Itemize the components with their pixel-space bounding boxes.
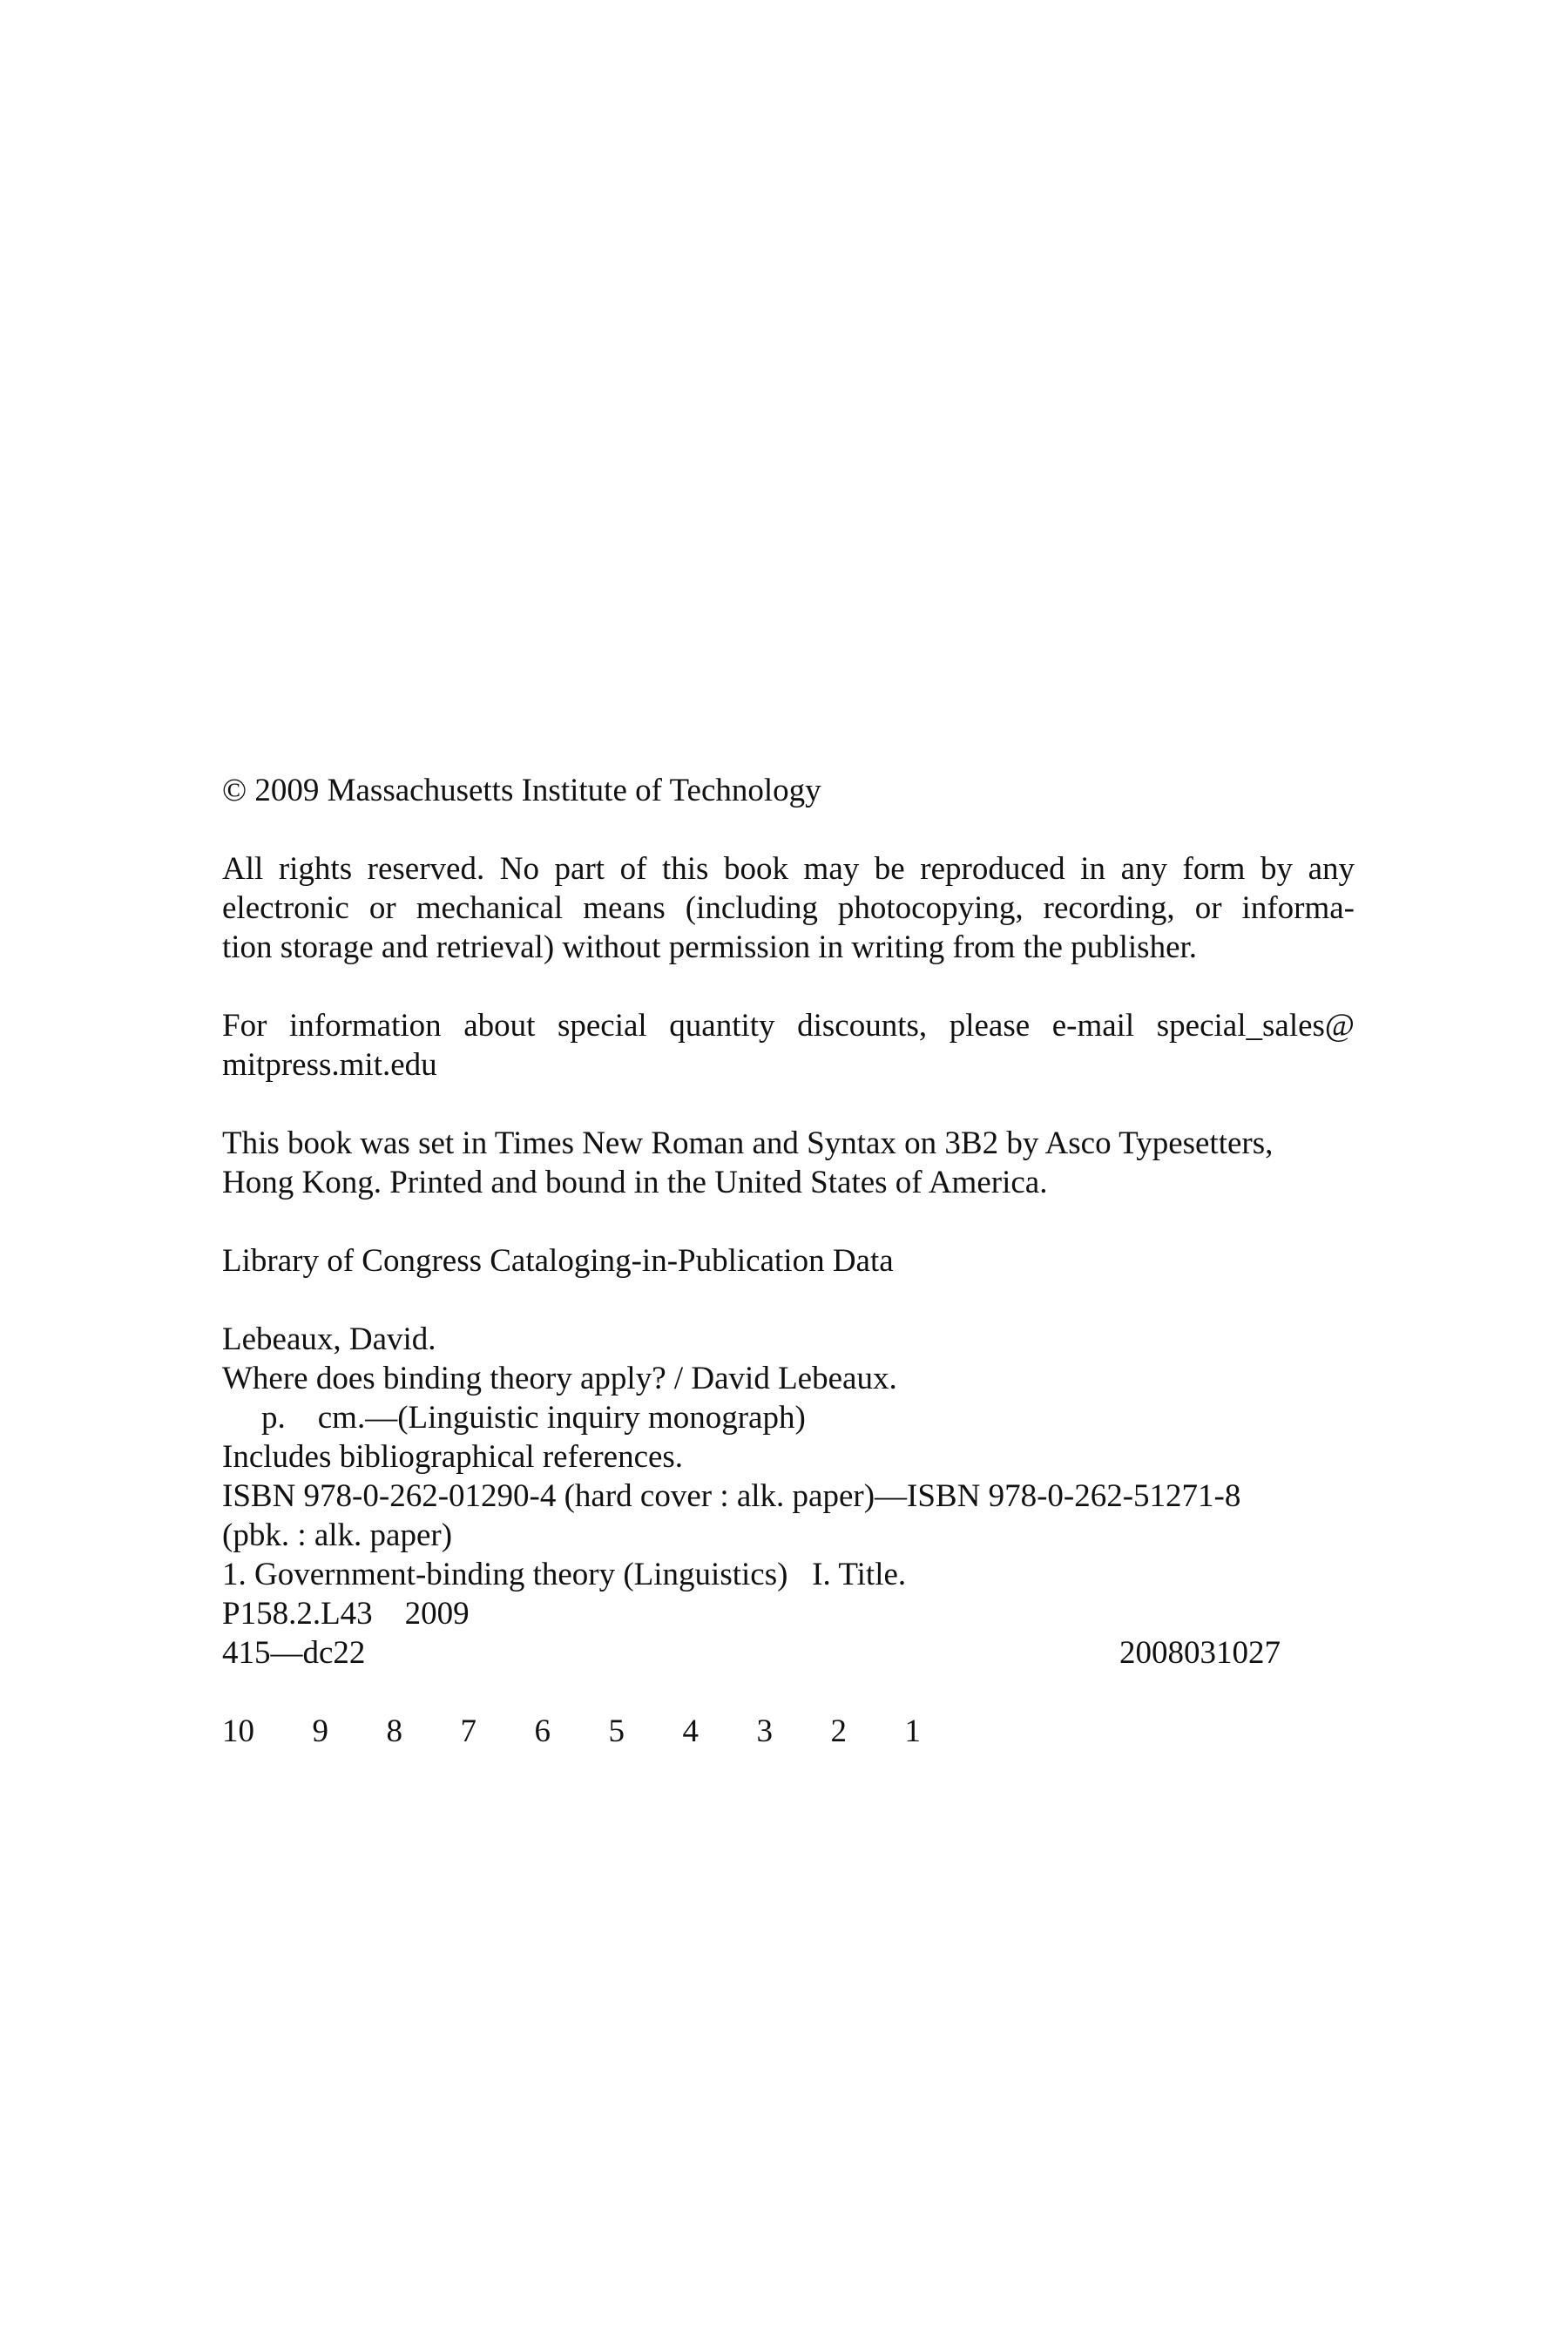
cip-classification-row [222, 1633, 1281, 1673]
copyright-text: © 2009 Massachusetts Institute of Technology [222, 773, 821, 808]
rights-line-2: electronic or mechanical means (including photocopying, recording, or informa- [222, 890, 1355, 926]
printing-line: 10 9 8 7 6 5 4 3 2 1 [222, 1713, 921, 1749]
cip-series: p. cm.—(Linguistic inquiry monograph) [261, 1400, 806, 1436]
copyright-page [222, 771, 1355, 1751]
cip-title: Where does binding theory apply? / David Lebeaux. [222, 1361, 897, 1396]
cip-subject: 1. Government-binding theory (Linguistics) I. Title. [222, 1557, 907, 1592]
cip-isbn-line-2: (pbk. : alk. paper) [222, 1517, 453, 1553]
sales-paragraph [222, 1006, 1355, 1085]
typesetting-line-1: This book was set in Times New Roman and Syntax on 3B2 by Asco Typesetters, [222, 1125, 1274, 1161]
sales-line-2: mitpress.mit.edu [222, 1047, 437, 1083]
printing-line-block [222, 1712, 1355, 1751]
cip-call-number: P158.2.L43 2009 [222, 1596, 470, 1632]
rights-paragraph [222, 849, 1355, 967]
copyright-line [222, 771, 1355, 810]
cip-references: Includes bibliographical references. [222, 1439, 684, 1475]
cip-heading: Library of Congress Cataloging-in-Publication Data [222, 1243, 894, 1279]
typesetting-line-2: Hong Kong. Printed and bound in the United States of America. [222, 1165, 1048, 1200]
rights-line-1: All rights reserved. No part of this book may be reproduced in any form by any [222, 851, 1355, 887]
sales-line-1: For information about special quantity discounts, please e-mail special_sales@ [222, 1008, 1355, 1044]
cip-dewey: 415—dc22 [222, 1635, 366, 1671]
rights-line-3: tion storage and retrieval) without permission in writing from the publisher. [222, 929, 1198, 965]
typesetting-paragraph [222, 1124, 1355, 1202]
cip-record [222, 1320, 1355, 1673]
cip-lccn: 2008031027 [1119, 1635, 1281, 1671]
cip-isbn-line-1: ISBN 978-0-262-01290-4 (hard cover : alk. paper)—ISBN 978-0-262-51271-8 [222, 1478, 1241, 1514]
cip-heading-block [222, 1241, 1355, 1281]
cip-author: Lebeaux, David. [222, 1321, 436, 1357]
